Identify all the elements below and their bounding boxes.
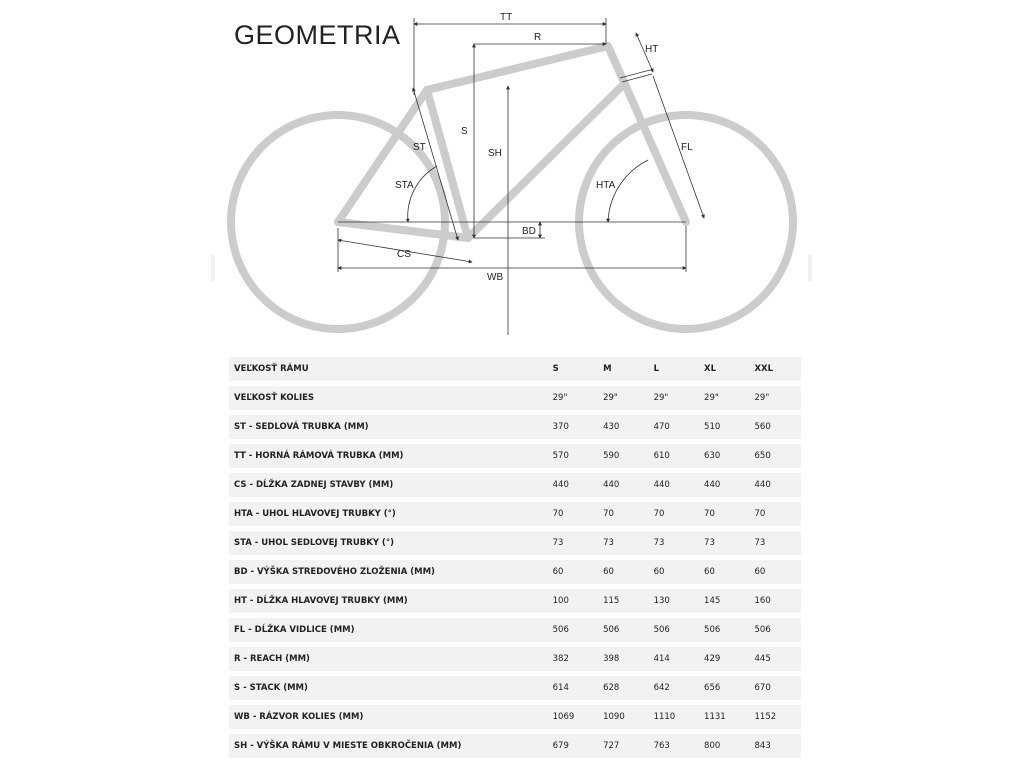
row-value: 145	[700, 589, 750, 613]
table-row	[229, 676, 801, 700]
row-value: 430	[599, 415, 649, 439]
row-value: 440	[751, 473, 802, 497]
right-edge-mark	[808, 255, 812, 281]
row-value: 382	[549, 647, 599, 671]
row-value: 727	[599, 734, 649, 758]
row-value: 29"	[549, 386, 599, 410]
row-value: 642	[650, 676, 700, 700]
table-row	[229, 560, 801, 584]
row-value: 73	[700, 531, 750, 555]
row-label: STA - UHOL SEDLOVEJ TRUBKY (°)	[229, 531, 549, 555]
row-value: 160	[751, 589, 802, 613]
geometry-table	[229, 352, 801, 763]
row-value: 440	[650, 473, 700, 497]
size-header: XXL	[751, 357, 802, 381]
table-row	[229, 444, 801, 468]
row-value: 440	[700, 473, 750, 497]
table-row	[229, 531, 801, 555]
row-value: 60	[700, 560, 750, 584]
row-label: WB - RÁZVOR KOLIES (MM)	[229, 705, 549, 729]
row-value: 610	[650, 444, 700, 468]
row-value: 510	[700, 415, 750, 439]
row-value: 73	[650, 531, 700, 555]
label-wb: WB	[487, 272, 504, 283]
row-value: 370	[549, 415, 599, 439]
row-value: 70	[751, 502, 802, 526]
label-cs: CS	[397, 249, 411, 260]
table-row	[229, 415, 801, 439]
table-row	[229, 386, 801, 410]
row-value: 29"	[751, 386, 802, 410]
row-value: 429	[700, 647, 750, 671]
row-value: 70	[700, 502, 750, 526]
label-tt: TT	[500, 12, 513, 23]
row-label: FL - DĹŽKA VIDLICE (MM)	[229, 618, 549, 642]
table-row	[229, 647, 801, 671]
row-label: VEĽKOSŤ KOLIES	[229, 386, 549, 410]
row-value: 29"	[650, 386, 700, 410]
left-edge-mark	[211, 255, 215, 281]
row-value: 614	[549, 676, 599, 700]
row-label: HT - DĹŽKA HLAVOVEJ TRUBKY (MM)	[229, 589, 549, 613]
table-row	[229, 473, 801, 497]
row-value: 414	[650, 647, 700, 671]
row-value: 570	[549, 444, 599, 468]
row-value: 398	[599, 647, 649, 671]
row-value: 800	[700, 734, 750, 758]
label-hta: HTA	[596, 180, 616, 191]
row-value: 440	[599, 473, 649, 497]
row-value: 656	[700, 676, 750, 700]
label-sta: STA	[395, 180, 414, 191]
row-label: TT - HORNÁ RÁMOVÁ TRUBKA (MM)	[229, 444, 549, 468]
label-fl: FL	[681, 142, 693, 153]
row-value: 60	[751, 560, 802, 584]
row-value: 506	[751, 618, 802, 642]
row-value: 70	[650, 502, 700, 526]
table-row	[229, 705, 801, 729]
size-header: S	[549, 357, 599, 381]
row-value: 590	[599, 444, 649, 468]
row-value: 679	[549, 734, 599, 758]
table-row	[229, 589, 801, 613]
row-value: 670	[751, 676, 802, 700]
table-header-row	[229, 357, 801, 381]
row-value: 763	[650, 734, 700, 758]
label-r: R	[534, 32, 542, 43]
row-value: 630	[700, 444, 750, 468]
row-value: 60	[549, 560, 599, 584]
row-label: ST - SEDLOVÁ TRUBKA (MM)	[229, 415, 549, 439]
bike-geometry-diagram	[0, 0, 1024, 350]
size-header: L	[650, 357, 700, 381]
row-value: 100	[549, 589, 599, 613]
row-value: 1090	[599, 705, 649, 729]
row-value: 1110	[650, 705, 700, 729]
row-value: 506	[599, 618, 649, 642]
row-value: 506	[700, 618, 750, 642]
bike-frame	[338, 46, 686, 238]
row-value: 1069	[549, 705, 599, 729]
header-label: VEĽKOSŤ RÁMU	[229, 357, 549, 381]
row-label: BD - VÝŠKA STREDOVÉHO ZLOŽENIA (MM)	[229, 560, 549, 584]
row-value: 130	[650, 589, 700, 613]
row-value: 506	[650, 618, 700, 642]
row-value: 73	[549, 531, 599, 555]
row-label: CS - DĹŽKA ZADNEJ STAVBY (MM)	[229, 473, 549, 497]
table-row	[229, 734, 801, 758]
size-header: M	[599, 357, 649, 381]
row-label: R - REACH (MM)	[229, 647, 549, 671]
row-value: 650	[751, 444, 802, 468]
row-label: S - STACK (MM)	[229, 676, 549, 700]
row-label: SH - VÝŠKA RÁMU V MIESTE OBKROČENIA (MM)	[229, 734, 549, 758]
row-value: 506	[549, 618, 599, 642]
table-row	[229, 618, 801, 642]
row-value: 29"	[700, 386, 750, 410]
row-value: 73	[599, 531, 649, 555]
row-value: 60	[599, 560, 649, 584]
row-value: 29"	[599, 386, 649, 410]
row-value: 70	[549, 502, 599, 526]
label-ht: HT	[645, 44, 659, 55]
page-title: GEOMETRIA	[234, 20, 401, 50]
row-value: 470	[650, 415, 700, 439]
row-value: 73	[751, 531, 802, 555]
row-value: 115	[599, 589, 649, 613]
row-value: 560	[751, 415, 802, 439]
row-value: 1152	[751, 705, 802, 729]
label-sh: SH	[488, 148, 502, 159]
row-value: 843	[751, 734, 802, 758]
row-value: 70	[599, 502, 649, 526]
table-row	[229, 502, 801, 526]
label-s: S	[461, 126, 468, 137]
size-header: XL	[700, 357, 750, 381]
row-value: 60	[650, 560, 700, 584]
label-st: ST	[413, 142, 426, 153]
row-value: 445	[751, 647, 802, 671]
row-value: 440	[549, 473, 599, 497]
row-value: 1131	[700, 705, 750, 729]
row-label: HTA - UHOL HLAVOVEJ TRUBKY (°)	[229, 502, 549, 526]
row-value: 628	[599, 676, 649, 700]
label-bd: BD	[522, 226, 536, 237]
